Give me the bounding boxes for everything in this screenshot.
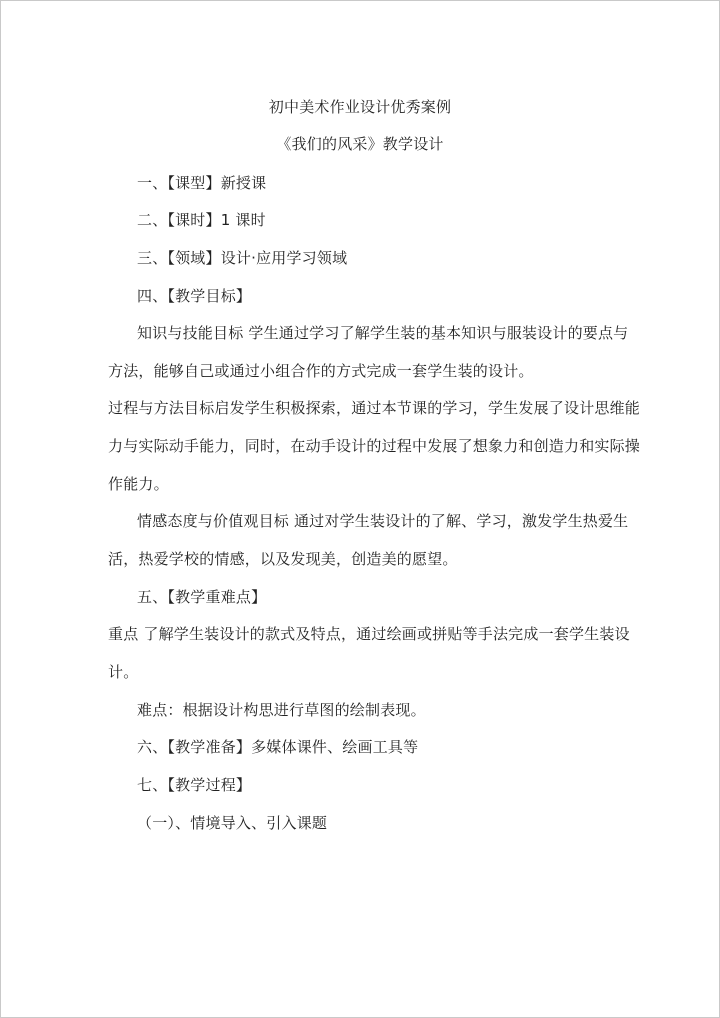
paragraph-line: 活，热爱学校的情感，以及发现美，创造美的愿望。 bbox=[108, 550, 458, 568]
section-field: 三、【领域】设计·应用学习领域 bbox=[137, 249, 348, 267]
section-lesson-hours: 二、【课时】1 课时 bbox=[137, 211, 266, 229]
paragraph-line: 力与实际动手能力，同时，在动手设计的过程中发展了想象力和创造力和实际操 bbox=[108, 437, 641, 455]
document-subtitle: 《我们的风采》教学设计 bbox=[276, 135, 444, 153]
section-objectives-heading: 四、【教学目标】 bbox=[137, 287, 252, 305]
subsection-introduction: （一）、情境导入、引入课题 bbox=[137, 814, 328, 832]
document-title: 初中美术作业设计优秀案例 bbox=[268, 98, 452, 116]
paragraph-line: 重点 了解学生装设计的款式及特点，通过绘画或拼贴等手法完成一套学生装设 bbox=[108, 625, 630, 643]
section-key-points-heading: 五、【教学重难点】 bbox=[137, 588, 267, 606]
section-preparation: 六、【教学准备】多媒体课件、绘画工具等 bbox=[137, 738, 419, 756]
paragraph-line: 难点：根据设计构思进行草图的绘制表现。 bbox=[137, 701, 426, 719]
paragraph-line: 作能力。 bbox=[108, 475, 169, 493]
paragraph-line: 计。 bbox=[108, 663, 139, 681]
paragraph-line: 方法，能够自己或通过小组合作的方式完成一套学生装的设计。 bbox=[108, 362, 534, 380]
section-process-heading: 七、【教学过程】 bbox=[137, 776, 252, 794]
section-lesson-type: 一、【课型】新授课 bbox=[137, 174, 267, 192]
paragraph-line: 情感态度与价值观目标 通过对学生装设计的了解、学习，激发学生热爱生 bbox=[137, 512, 629, 530]
paragraph-line: 知识与技能目标 学生通过学习了解学生装的基本知识与服装设计的要点与 bbox=[137, 324, 629, 342]
paragraph-line: 过程与方法目标启发学生积极探索，通过本节课的学习，学生发展了设计思维能 bbox=[108, 399, 641, 417]
